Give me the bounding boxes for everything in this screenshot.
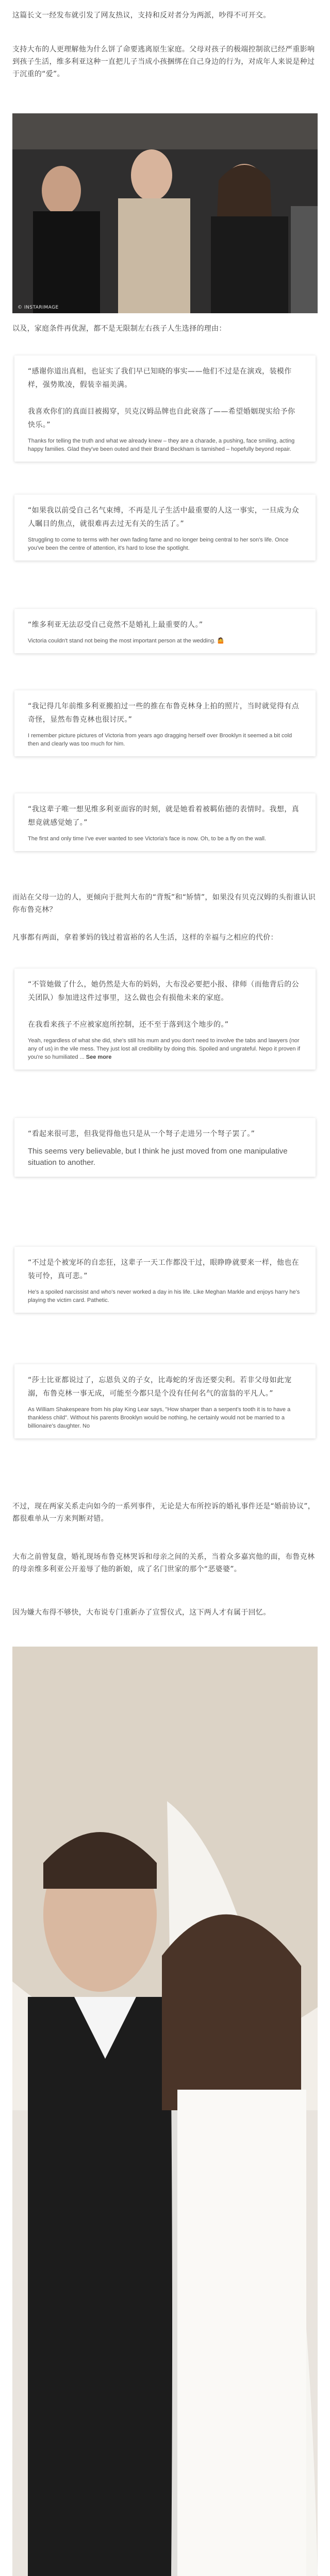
comment-translation: “如果我以前受自己名气束缚，不再是儿子生活中最重要的人这一事实，一旦成为众人瞩目的焦点，就很难再去过无有关的生活了。” — [28, 506, 300, 528]
comment-original: Victoria couldn't stand not being the most important person at the wedding. 🤷 — [28, 638, 224, 644]
comment-original-text: Yeah, regardless of what she did, she's still his mum and you don't need to involve the tabs and lawyers (nor any of us) in the vile mess. They just lost all credibility by doing this. Spoiled and ungrateful. Nepo it proven if you're so humiliated ... — [28, 1038, 301, 1060]
comment-translation: “看起来很可悲，但我觉得他也只是从一个弩子走进另一个弩子罢了。” — [28, 1130, 255, 1138]
comment-original: This seems very believable, but I think he just moved from one manipulative situation to another. — [28, 1147, 288, 1167]
comment-card — [14, 609, 316, 653]
comment-card — [14, 1247, 316, 1313]
wedding-photo — [12, 1647, 318, 2576]
comment-card — [14, 1364, 316, 1438]
photo-watermark: © INSTARIMAGE — [18, 305, 59, 310]
comment-card — [14, 969, 316, 1070]
paragraph: 以及，家庭条件再优渥，都不是无限制左右孩子人生选择的理由： — [12, 325, 226, 333]
paragraph: 支持大布的人更理解他为什么饼了命要逃离原生家庭。父母对孩子的极端控制欲已经严重影响到孩子生活，维多利亚这种一直把儿子当成小孩捆绑在自己身边的行为，对成年人来说是种过于沉重的“爱”。 — [12, 45, 315, 78]
comment-card — [14, 793, 316, 851]
comment-translation: “维多利亚无法忍受自己竟然不是婚礼上最重要的人。” — [28, 621, 203, 629]
comment-card — [14, 690, 316, 756]
paragraph: 这篇长文一经发布就引发了网友热议，支持和反对者分为两派，吵得不可开交。 — [12, 11, 271, 20]
beckham-family-photo — [12, 113, 318, 313]
paragraph: 因为嫌大布得不够快，大布说专门重新办了宣誓仪式，这下两人才有属于回忆。 — [12, 1608, 271, 1617]
comment-original: As William Shakespeare from his play King Lear says, "How sharper than a serpent's tooth it is to have a thankless child". Without his parents Brooklyn would be nothing, he certainly would not be married to a billionaire's daughter. No — [28, 1406, 291, 1429]
comment-original: I remember picture pictures of Victoria from years ago dragging herself over Brooklyn it seemed a bit cold then and clearly was too much for him. — [28, 733, 292, 747]
comment-translation: “不管她做了什么，她仍然是大布的妈妈，大布没必要把小报、律师（而他背后的公关团队）参加进这件过事里，这么做也会有损他未来的家庭。 在我看来孩子不应被家庭所控制，还不至于落到这个地步的。” — [28, 980, 300, 1029]
comment-card — [14, 355, 316, 462]
paragraph: 凡事都有两面，拿着爹妈的钱过着富裕的名人生活，这样的幸福与之相应的代价： — [12, 934, 278, 942]
comment-card — [14, 1118, 316, 1177]
comment-original — [28, 1037, 302, 1061]
comment-translation: “我这辈子唯一想见维多利亚面容的时刻，就是她看着被羁佑德的表情时。我想，真想竟就感觉她了。” — [28, 805, 300, 827]
comment-translation: “不过是个被宠坏的自恋狂，这辈子一天工作都没干过，眼睁睁就要来一样，他也在装可怜，真可悲。” — [28, 1259, 300, 1280]
paragraph: 而站在父母一边的人，更倾向于批判大布的“背叛”和“矫情”，如果没有贝克汉姆的头衔谁认识你布鲁克林？ — [12, 893, 316, 914]
comment-translation: “莎士比亚都说过了，忘恩负义的子女，比毒蛇的牙齿还要尖利。若非父母如此宠溺，布鲁克林一事无成，可能至今都只是个没有任何名气的富翁的平凡人。” — [28, 1376, 292, 1398]
comment-translation: “我记得几年前维多利亚搬拍过一些的推在布鲁克林身上拍的照片，当时就觉得有点奇怪，显然布鲁克林也很讨厌。” — [28, 702, 300, 724]
comment-card — [14, 495, 316, 561]
comment-original: The first and only time I've ever wanted to see Victoria's face is now. Oh, to be a fly on the wall. — [28, 836, 266, 842]
paragraph: 不过，现在两家关系走向如今的一系列事件，无论是大布所控诉的婚礼事件还是“婚前协议”，都很难单从一方来判断对错。 — [12, 1502, 316, 1523]
paragraph: 大布之前曾复盘，婚礼现场布鲁克林哭诉和母亲之间的关系，当着众多嘉宾他的面，布鲁克林的母亲维多利亚公开羞辱了他的新娘，成了名门世家的那个“恶婆婆”。 — [12, 1553, 315, 1573]
comment-original: He's a spoiled narcissist and who's never worked a day in his life. Like Meghan Markle and enjoys harry he's playing the victim card. Pathetic. — [28, 1289, 300, 1303]
comment-original: Thanks for telling the truth and what we already knew – they are a charade, a pushing, face smiling, acting happy families. Glad they've been outed and their Brand Beckham is tarnished – hopefully beyond repair. — [28, 438, 295, 452]
see-more-link[interactable]: See more — [86, 1054, 112, 1060]
comment-translation: “感谢你道出真相，也证实了我们早已知晓的事实——他们不过是在演戏，装模作样，强势欺凌，假装幸福美满。 我喜欢你们的真面目被揭穿，贝克汉姆品牌也自此衰落了——希望婚姻现实给予你快乐。” — [28, 367, 295, 429]
comment-original: Struggling to come to terms with her own fading fame and no longer being central to her son's life. Once you've been the centre of attention, it's hard to lose the spotlight. — [28, 537, 289, 551]
